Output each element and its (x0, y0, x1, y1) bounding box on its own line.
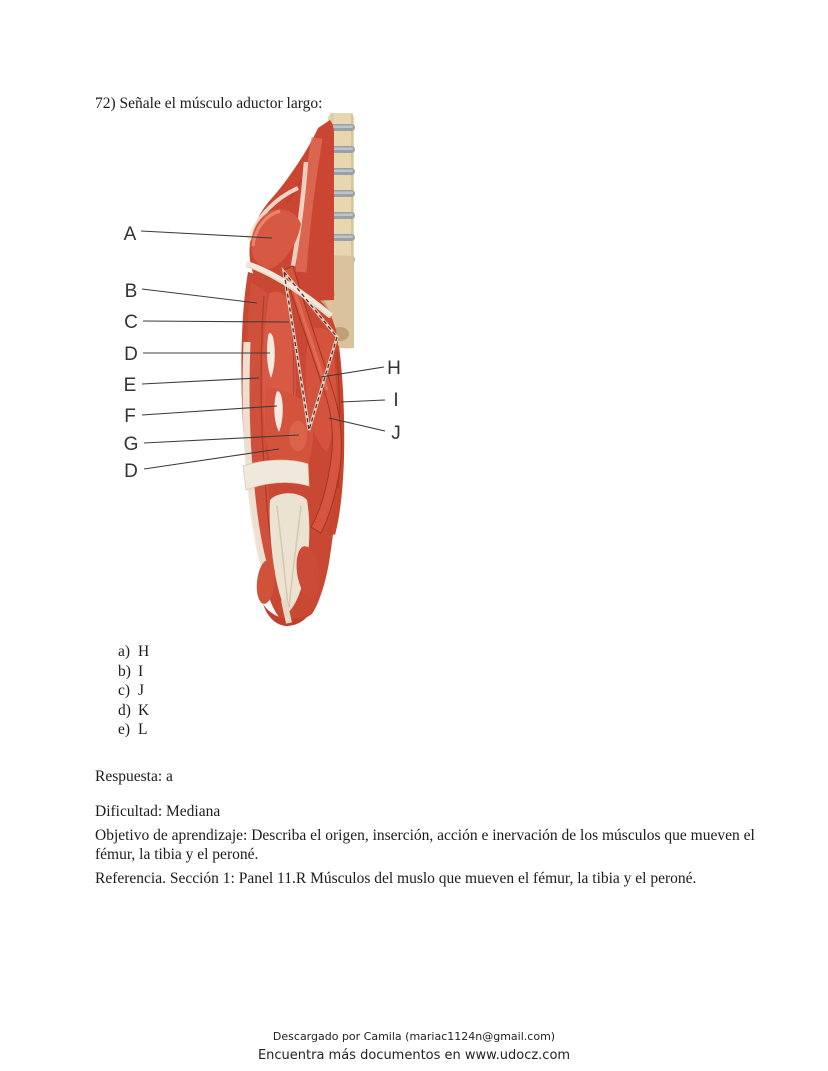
options-list (118, 642, 149, 740)
answer-line: Respuesta: a (95, 768, 173, 785)
footer-download-info: Descargado por Camila (mariac1124n@gmail.com) (272, 1030, 556, 1043)
figure-label-d2: D (124, 461, 138, 482)
leader-b (142, 289, 257, 303)
option-e (118, 720, 149, 740)
figure-label-b: B (124, 281, 138, 302)
difficulty-line: Dificultad: Mediana (95, 803, 221, 820)
option-c-marker: c) (118, 682, 131, 700)
option-a-value: H (138, 643, 150, 660)
reference-line: Referencia. Sección 1: Panel 11.R Músculos del muslo que mueven el fémur, la tibia y el peroné. (95, 870, 697, 887)
option-e-value: L (138, 721, 148, 739)
figure-label-h: H (387, 358, 401, 379)
leader-e (142, 378, 259, 384)
figure-label-c: C (124, 312, 138, 333)
leader-i (341, 400, 385, 402)
option-b-value: I (138, 662, 144, 680)
figure-label-j: J (391, 423, 401, 444)
footer-udocz-info: Encuentra más documentos en www.udocz.com (257, 1048, 571, 1063)
option-e-marker: e) (118, 721, 131, 739)
option-a (118, 642, 149, 662)
figure-label-f: F (124, 406, 136, 427)
question-text: 72) Señale el músculo aductor largo: (95, 95, 323, 112)
option-b (118, 662, 149, 682)
figure-label-e: E (123, 375, 137, 396)
option-d-value: K (138, 701, 150, 719)
figure-label-g: G (123, 434, 139, 455)
figure-label-a: A (123, 224, 137, 245)
figure-label-i: I (393, 390, 399, 411)
option-c-value: J (138, 682, 145, 700)
objective-line: Objetivo de aprendizaje: Describa el origen, inserción, acción e inervación de los músculos que mueven el fémur, la tibia y el peroné. (95, 827, 755, 863)
option-d-marker: d) (118, 701, 131, 719)
option-b-marker: b) (118, 662, 131, 680)
figure-label-d: D (124, 344, 138, 365)
anatomy-figure (110, 106, 430, 634)
option-c (118, 681, 149, 701)
option-d (118, 701, 149, 721)
option-a-marker: a) (118, 643, 131, 660)
